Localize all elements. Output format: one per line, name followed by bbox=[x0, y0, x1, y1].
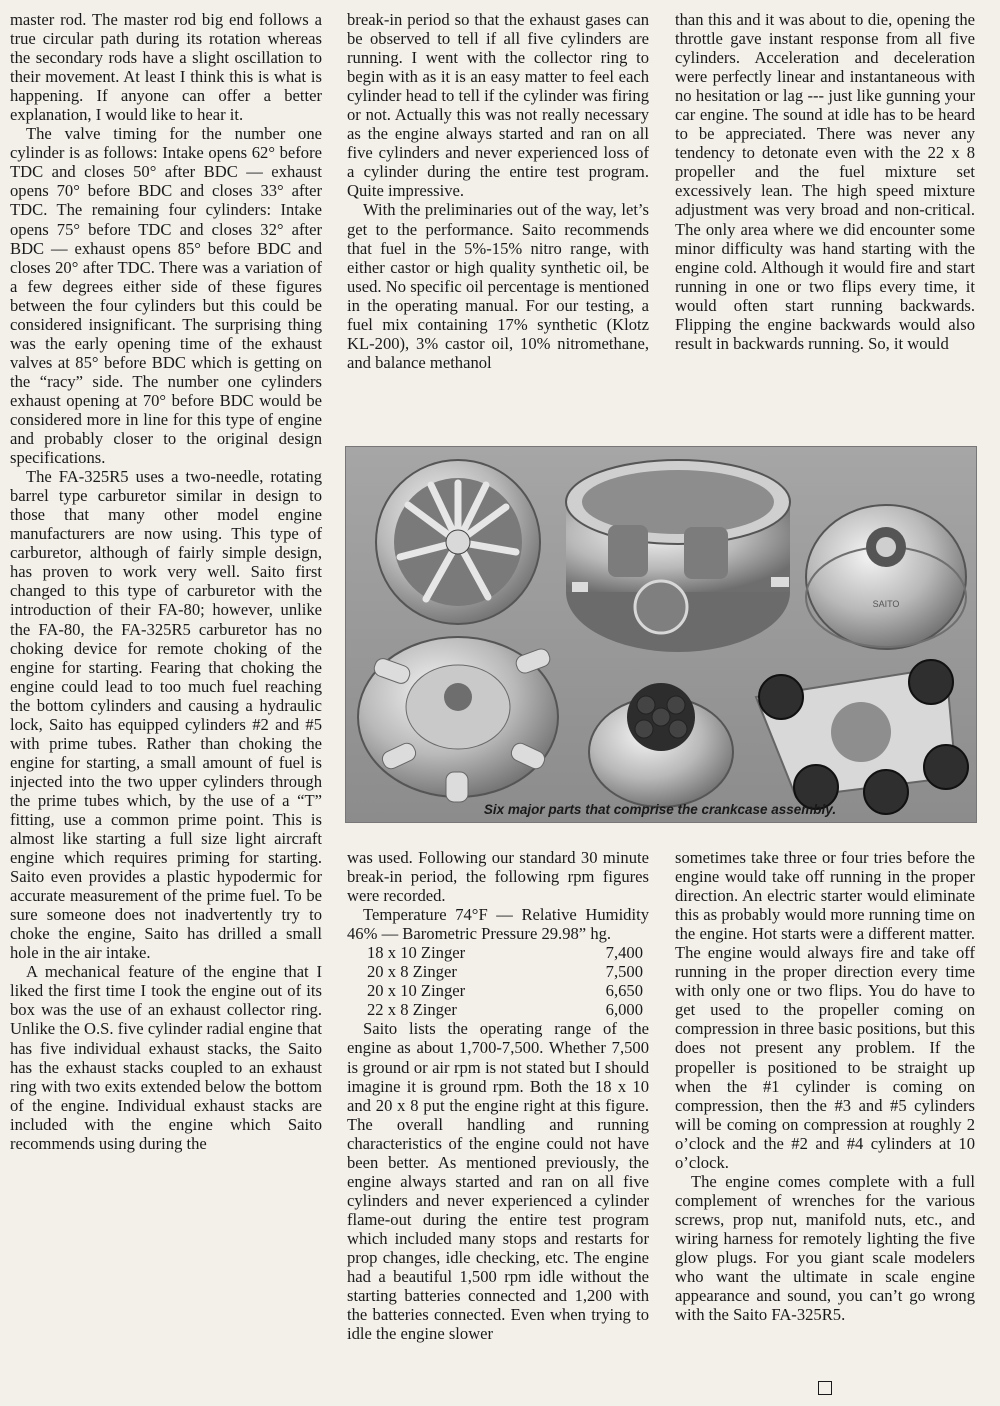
article-column-2-top bbox=[347, 10, 649, 372]
prop-size: 22 x 8 Zinger bbox=[367, 1000, 457, 1020]
paragraph: break-in period so that the exhaust gases can be observed to tell if all five cylinders are running. I went with the collector ring to begin with as it is an easy matter to feel each cylinder head to tell if the cylinder was firing or not. Actually this was not really necessary as the engine always started and ran on all five cylinders and never experienced loss of a cylinder during the entire test program. Quite impressive. bbox=[347, 10, 649, 201]
rpm-row bbox=[347, 1000, 649, 1019]
paragraph: sometimes take three or four tries before the engine would take off running in the proper direction. An electric starter would eliminate this as probably would more running time on the engine. Hot starts were a different matter. The engine would always fire and take off running in the proper direction every time with only one or two flips. You do have to get used to the propeller coming on compression in three basic positions, but this does not present any problem. If the propeller is positioned to be straight up when the #1 cylinder is coming on compression, then the #3 and #5 cylinders will be coming on compression at roughly 2 o’clock and the #2 and #4 cylinders at 10 o’clock. bbox=[675, 848, 975, 1172]
prop-size: 20 x 8 Zinger bbox=[367, 962, 457, 982]
paragraph: than this and it was about to die, opening the throttle gave instant response from all five cylinders. Acceleration and deceleration were perfectly linear and instantaneous with no hesitation or lag --- just like gunning your car engine. The sound at idle has to be heard to be appreciated. There was never any tendency to detonate even with the 22 x 8 propeller and the fuel mixture set excessively lean. The high speed mixture adjustment was very broad and non-critical. The only area where we did encounter some minor difficulty was hand starting with the engine cold. Although it would fire and start running in one or two flips every time, it would often start running backwards. Flipping the engine backwards would also result in backwards running. So, it would bbox=[675, 10, 975, 353]
article-column-3-top bbox=[675, 10, 975, 353]
crankcase-cylinder-part bbox=[566, 460, 790, 652]
crankcase-parts-illustration bbox=[346, 447, 976, 822]
paragraph: Saito lists the operating range of the engine as about 1,700-7,500. Whether 7,500 is ground or air rpm is not stated but I should imagine it is ground rpm. Both the 18 x 10 and 20 x 8 put the engine right at this figure. The overall handling and running characteristics of the engine could not have been better. As mentioned previously, the engine always started and ran on all five cylinders and never experienced a cylinder flame-out during the entire test program which included many stops and restarts for prop changes, idle checking, etc. The engine had a beautiful 1,500 rpm idle without the starting batteries connected and 1,200 with the batteries connected. Even when trying to idle the engine slower bbox=[347, 1019, 649, 1344]
paragraph: was used. Following our standard 30 minute break-in period, the following rpm figures were recorded. bbox=[347, 848, 649, 906]
figure-caption: Six major parts that comprise the crankcase assembly. bbox=[483, 802, 837, 817]
stamp-text: SAITO bbox=[872, 599, 900, 609]
test-conditions: Temperature 74°F — Relative Humidity 46% — Barometric Pressure 29.98” hg. bbox=[347, 905, 649, 944]
paragraph: With the preliminaries out of the way, let’s get to the performance. Saito recommends that fuel in the 5%-15% nitro range, with either castor or high quality synthetic oil, be used. No specific oil percentage is mentioned in the operating manual. For our testing, a fuel mix containing 17% synthetic (Klotz KL-200), 3% castor oil, 10% nitromethane, and balance methanol bbox=[347, 200, 649, 372]
end-of-article-mark bbox=[818, 1381, 832, 1395]
spoked-housing-part bbox=[376, 460, 540, 624]
prop-size: 20 x 10 Zinger bbox=[367, 981, 466, 1001]
rpm-value: 6,000 bbox=[605, 1000, 643, 1020]
rpm-row bbox=[347, 962, 649, 981]
paragraph: A mechanical feature of the engine that I liked the first time I took the engine out of its box was the use of an exhaust collector ring. Unlike the O.S. five cylinder radial engine that has five individual exhaust stacks, the Saito has the exhaust stacks coupled to an exhaust ring with two exits extended below the bottom of the engine. Individual exhaust stacks are included with the engine which Saito recommends using during the bbox=[10, 962, 322, 1153]
paragraph: The valve timing for the number one cylinder is as follows: Intake opens 62° before TDC and closes 50° after BDC — exhaust opens 70° before BDC and closes 33° after TDC. The remaining four cylinders: Intake opens 75° before TDC and closes 32° after BDC — exhaust opens 85° before BDC and closes 20° after TDC. There was a variation of a few degrees either side of these figures between the four cylinders but this could be considered insignificant. The surprising thing was the early opening time of the exhaust valves at 85° before BDC which is getting on the “racy” side. The number one cylinders exhaust opening at 70° before BDC would be considered more in line for this type of engine and probably closer to the original design specifications. bbox=[10, 124, 322, 468]
article-column-2-bottom bbox=[347, 848, 649, 1343]
rpm-value: 7,500 bbox=[605, 962, 643, 982]
prop-size: 18 x 10 Zinger bbox=[367, 943, 466, 963]
rpm-value: 7,400 bbox=[605, 943, 643, 963]
rpm-value: 6,650 bbox=[605, 981, 643, 1001]
article-column-1 bbox=[10, 10, 322, 1153]
crankcase-parts-photo bbox=[345, 446, 977, 823]
paragraph: The FA-325R5 uses a two-needle, rotating barrel type carburetor similar in design to those that many other model engine manufacturers are now using. This type of carburetor, although of fairly simple design, has proven to work very well. Saito first changed to this type of carburetor with the introduction of their FA-80; however, unlike the FA-80, the FA-325R5 carburetor has no choking device for remote choking of the engine for starting. Fearing that choking the engine could lead to too much fuel reaching the bottom cylinders and causing a hydraulic lock, Saito has equipped cylinders #2 and #5 with prime tubes. Rather than choking the engine for starting, a small amount of fuel is injected into the two upper cylinders through the prime tubes which, by the use of a “T” fitting, use a common prime point. This is almost like starting a full size light aircraft engine which requires priming for starting. Saito even provides a plastic hypodermic for accurate measurement of the prime fuel. To be sure someone does not inadvertently try to choke the engine, Saito has drilled a small hole in the air intake. bbox=[10, 467, 322, 963]
paragraph: master rod. The master rod big end follows a true circular path during its rotation whereas the secondary rods have a slight oscillation to their movement. At least I think this is what is happening. If anyone can offer a better explanation, I would like to hear it. bbox=[10, 10, 322, 125]
rpm-row bbox=[347, 943, 649, 962]
rpm-row bbox=[347, 981, 649, 1000]
paragraph: The engine comes complete with a full complement of wrenches for the various screws, prop nut, manifold nuts, etc., and wiring harness for remotely lighting the five glow plugs. For you giant scale modelers who want the ultimate in scale engine appearance and sound, you can’t go wrong with the Saito FA-325R5. bbox=[675, 1171, 975, 1325]
article-column-3-bottom bbox=[675, 848, 975, 1324]
rpm-table bbox=[347, 943, 649, 1019]
rear-cover-part bbox=[806, 505, 966, 649]
